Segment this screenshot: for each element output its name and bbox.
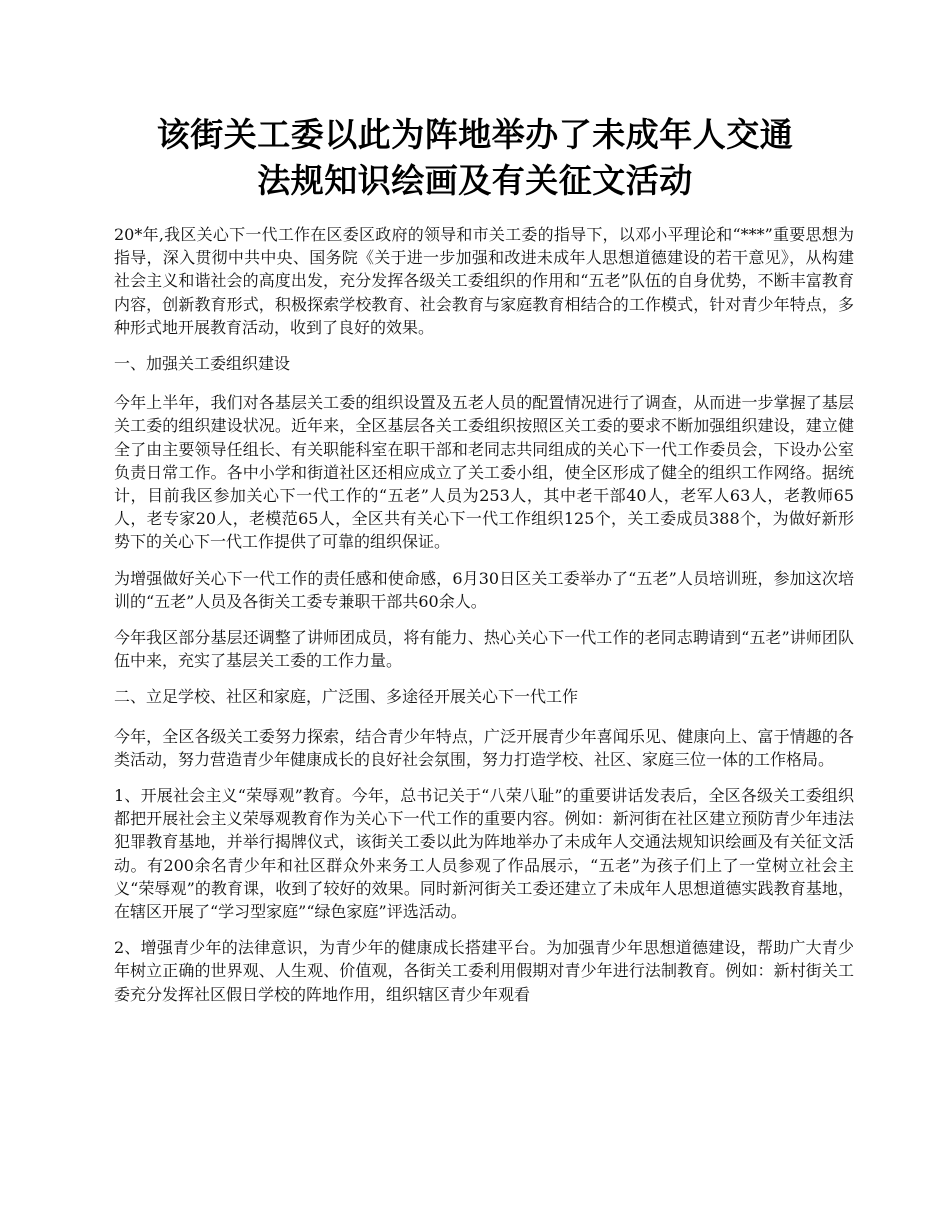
section-heading-1: 一、加强关工委组织建设 xyxy=(114,354,291,374)
section-heading-2: 二、立足学校、社区和家庭，广泛围、多途径开展关心下一代工作 xyxy=(114,687,579,707)
body-paragraph: 2、增强青少年的法律意识，为青少年的健康成长搭建平台。为加强青少年思想道德建设，帮助广大青少年树立正确的世界观、人生观、价值观，各街关工委利用假期对青少年进行法制教育。例如：新村街关工委充分发挥社区假日学校的阵地作用，组织辖区青少年观看 xyxy=(114,938,854,1004)
title-line-2: 法规知识绘画及有关征文活动 xyxy=(257,161,693,200)
document-body xyxy=(114,223,854,1019)
intro-paragraph: 20*年,我区关心下一代工作在区委区政府的领导和市关工委的指导下，以邓小平理论和“***”重要思想为指导，深入贯彻中共中央、国务院《关于进一步加强和改进未成年人思想道德建设的若干意见》，从构建社会主义和谐社会的高度出发，充分发挥各级关工委组织的作用和“五老”队伍的自身优势，不断丰富教育内容，创新教育形式，积极探索学校教育、社会教育与家庭教育相结合的工作模式，针对青少年特点，多种形式地开展教育活动，收到了良好的效果。 xyxy=(114,225,854,337)
body-paragraph: 1、开展社会主义“荣辱观”教育。今年，总书记关于“八荣八耻”的重要讲话发表后，全区各级关工委组织都把开展社会主义荣辱观教育作为关心下一代工作的重要内容。例如：新河街在社区建立预防青少年违法犯罪教育基地，并举行揭牌仪式，该街关工委以此为阵地举办了未成年人交通法规知识绘画及有关征文活动。有200余名青少年和社区群众外来务工人员参观了作品展示，“五老”为孩子们上了一堂树立社会主义“荣辱观”的教育课，收到了较好的效果。同时新河街关工委还建立了未成年人思想道德实践教育基地，在辖区开展了“学习型家庭”“绿色家庭”评选活动。 xyxy=(114,786,854,922)
document-title xyxy=(60,112,890,204)
body-paragraph: 今年，全区各级关工委努力探索，结合青少年特点，广泛开展青少年喜闻乐见、健康向上、富于情趣的各类活动，努力营造青少年健康成长的良好社会氛围，努力打造学校、社区、家庭三位一体的工作格局。 xyxy=(114,726,854,769)
body-paragraph: 今年上半年，我们对各基层关工委的组织设置及五老人员的配置情况进行了调查，从而进一步掌握了基层关工委的组织建设状况。近年来，全区基层各关工委组织按照区关工委的要求不断加强组织建设，建立健全了由主要领导任组长、有关职能科室在职干部和老同志共同组成的关心下一代工作委员会，下设办公室负责日常工作。各中小学和街道社区还相应成立了关工委小组，使全区形成了健全的组织工作网络。据统计，目前我区参加关心下一代工作的“五老”人员为253人，其中老干部40人，老军人63人，老教师65人，老专家20人，老模范65人，全区共有关心下一代工作组织125个，关工委成员388个，为做好新形势下的关心下一代工作提供了可靠的组织保证。 xyxy=(114,393,854,552)
body-paragraph: 今年我区部分基层还调整了讲师团成员，将有能力、热心关心下一代工作的老同志聘请到“五老”讲师团队伍中来，充实了基层关工委的工作力量。 xyxy=(114,628,854,671)
body-paragraph: 为增强做好关心下一代工作的责任感和使命感，6月30日区关工委举办了“五老”人员培训班，参加这次培训的“五老”人员及各街关工委专兼职干部共60余人。 xyxy=(114,568,854,611)
title-line-1: 该街关工委以此为阵地举办了未成年人交通 xyxy=(156,115,794,154)
